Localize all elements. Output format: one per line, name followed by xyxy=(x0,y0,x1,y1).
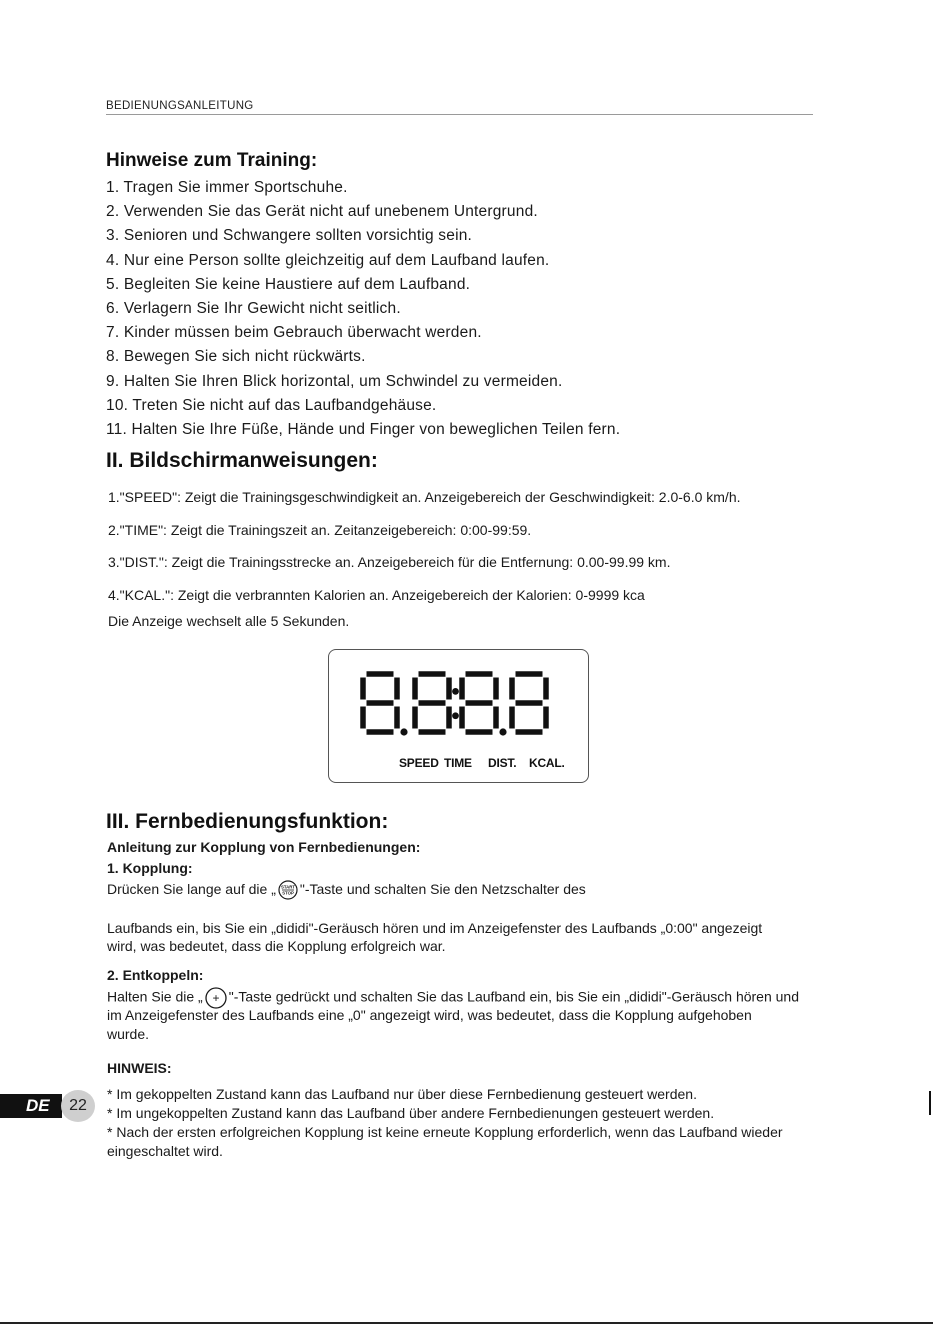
lcd-dot xyxy=(452,712,459,719)
list-item: 1. Tragen Sie immer Sportschuhe. xyxy=(106,179,348,196)
list-item: 5. Begleiten Sie keine Haustiere auf dem Laufband. xyxy=(106,275,471,293)
pairing-line-1-end: "-Taste und schalten Sie den Netzschalter des xyxy=(299,881,586,897)
list-item: 4."KCAL.": Zeigt die verbrannten Kalorien an. Anzeigebereich der Kalorien: 0-9999 kca xyxy=(108,586,645,603)
list-item: 11. Halten Sie Ihre Füße, Hände und Finger von beweglichen Teilen fern. xyxy=(106,420,621,438)
running-header: BEDIENUNGSANLEITUNG xyxy=(106,100,254,112)
notice-line: * Nach der ersten erfolgreichen Kopplung ist keine erneute Kopplung erforderlich, wenn das Laufband wieder xyxy=(107,1124,783,1140)
list-item: 6. Verlagern Sie Ihr Gewicht nicht seitlich. xyxy=(106,299,401,317)
training-tips-list xyxy=(106,176,620,442)
start-stop-bottom-text: STOP xyxy=(282,890,294,896)
pairing-title: 1. Kopplung: xyxy=(107,860,193,876)
list-item: 2. Verwenden Sie das Gerät nicht auf unebenem Untergrund. xyxy=(106,203,538,221)
lcd-display xyxy=(328,649,589,783)
list-item: 4. Nur eine Person sollte gleichzeitig auf dem Laufband laufen. xyxy=(106,251,550,269)
screen-instructions-list xyxy=(108,487,741,617)
start-stop-top-text: START xyxy=(280,884,295,890)
edge-marker xyxy=(929,1091,931,1115)
lcd-seven-segment-digits xyxy=(329,650,587,754)
pairing-guide-title: Anleitung zur Kopplung von Fernbedienungen: xyxy=(107,839,421,855)
list-item: 2."TIME": Zeigt die Trainingszeit an. Zeitanzeigebereich: 0:00-99:59. xyxy=(108,521,532,538)
lcd-label-time: TIME xyxy=(444,756,472,770)
lcd-label-dist: DIST. xyxy=(488,756,517,770)
plus-symbol: + xyxy=(212,991,220,1006)
notice-line: * Im ungekoppelten Zustand kann das Laufband über andere Fernbedienungen gesteuert werden. xyxy=(107,1105,715,1121)
pairing-line-1-start: Drücken Sie lange auf die „ xyxy=(107,881,276,897)
lcd-labels xyxy=(329,756,588,774)
pairing-line-2: Laufbands ein, bis Sie ein „dididi"-Geräusch hören und im Anzeigefenster des Laufbands „0:00" angezeigt xyxy=(107,920,763,936)
header-divider xyxy=(106,114,813,115)
list-item: 1."SPEED": Zeigt die Trainingsgeschwindigkeit an. Anzeigebereich der Geschwindigkeit: 2.0-6.0 km/h. xyxy=(108,489,741,505)
remote-heading: III. Fernbedienungsfunktion: xyxy=(106,810,389,833)
lcd-label-kcal: KCAL. xyxy=(529,756,565,770)
training-heading: Hinweise zum Training: xyxy=(106,150,318,171)
list-item: 3."DIST.": Zeigt die Trainingsstrecke an. Anzeigebereich für die Entfernung: 0.00-99.99 km. xyxy=(108,554,671,570)
list-item: 7. Kinder müssen beim Gebrauch überwacht werden. xyxy=(106,324,482,342)
notice-line: * Im gekoppelten Zustand kann das Laufband nur über diese Fernbedienung gesteuert werden. xyxy=(107,1086,697,1102)
unpairing-line-3: wurde. xyxy=(107,1026,150,1042)
unpairing-line-1-start: Halten Sie die „ xyxy=(107,988,203,1005)
list-item: 9. Halten Sie Ihren Blick horizontal, um Schwindel zu vermeiden. xyxy=(106,372,563,390)
lcd-dot xyxy=(452,688,459,695)
pairing-line-3: wird, was bedeutet, dass die Kopplung erfolgreich war. xyxy=(107,938,446,954)
list-item: 3. Senioren und Schwangere sollten vorsichtig sein. xyxy=(106,227,473,245)
notice-title: HINWEIS: xyxy=(107,1060,172,1076)
unpairing-title: 2. Entkoppeln: xyxy=(107,967,204,983)
lcd-dot xyxy=(400,728,407,735)
display-switch-note: Die Anzeige wechselt alle 5 Sekunden. xyxy=(108,613,350,629)
unpairing-line-1-end: "-Taste gedrückt und schalten Sie das Laufband ein, bis Sie ein „dididi"-Geräusch hören und xyxy=(228,988,800,1005)
notice-line: eingeschaltet wird. xyxy=(107,1143,223,1159)
page-number: 22 xyxy=(61,1090,95,1122)
list-item: 8. Bewegen Sie sich nicht rückwärts. xyxy=(106,348,366,366)
start-stop-button-icon xyxy=(278,880,298,900)
list-item: 10. Treten Sie nicht auf das Laufbandgehäuse. xyxy=(106,396,437,414)
lcd-label-speed: SPEED xyxy=(399,756,439,770)
lcd-dot xyxy=(499,728,506,735)
screen-heading: II. Bildschirmanweisungen: xyxy=(106,449,378,472)
language-tab: DE xyxy=(0,1094,62,1118)
unpairing-line-2: im Anzeigefenster des Laufbands eine „0" angezeigt wird, was bedeutet, dass die Kopplung aufgehoben xyxy=(107,1007,752,1023)
pairing-line-1 xyxy=(107,880,586,900)
